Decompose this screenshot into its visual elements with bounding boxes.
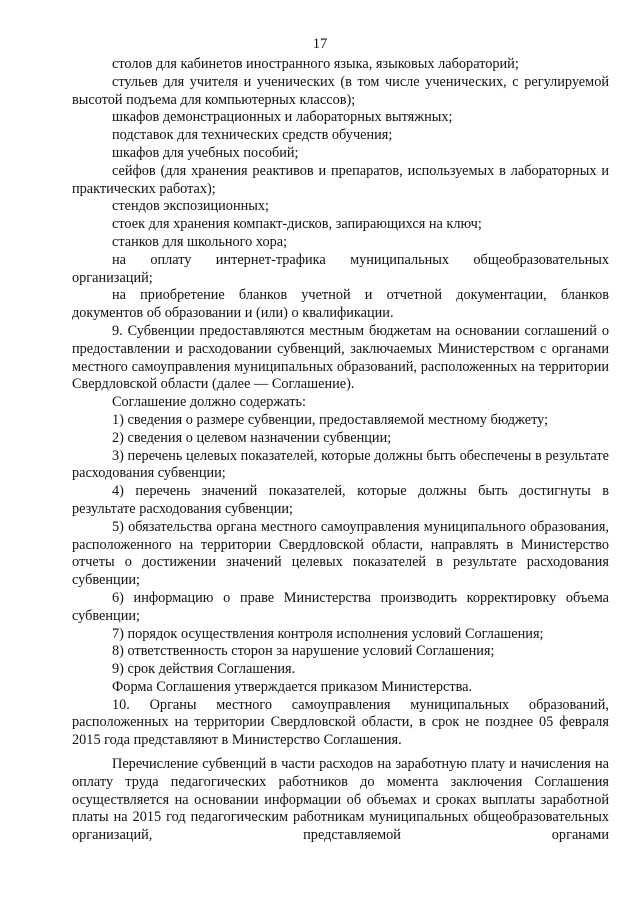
paragraph: сейфов (для хранения реактивов и препаратов, используемых в лабораторных и практических работах); (72, 162, 609, 197)
paragraph: 1) сведения о размере субвенции, предоставляемой местному бюджету; (112, 411, 549, 428)
paragraph: 2) сведения о целевом назначении субвенции; (112, 429, 392, 446)
paragraph: Форма Соглашения утверждается приказом Министерства. (112, 678, 473, 695)
paragraph: Перечисление субвенций в части расходов на заработную плату и начисления на оплату труда педагогических работников до момента заключения Соглашения осуществляется на основании информации об объемах и сроках выплаты заработной платы на 2015 год педагогическим работникам муниципальных общеобразовательных организаций, представляемой органами (72, 756, 609, 844)
paragraph: 9) срок действия Соглашения. (112, 661, 296, 678)
paragraph: станков для школьного хора; (112, 233, 288, 250)
paragraph: 4) перечень значений показателей, которые должны быть достигнуты в результате расходования субвенции; (72, 483, 609, 517)
paragraph: 3) перечень целевых показателей, которые должны быть обеспечены в результате расходования субвенции; (72, 447, 609, 482)
paragraph: 9. Субвенции предоставляются местным бюджетам на основании соглашений о предоставлении и расходовании субвенций, заключаемых Министерством с органами местного самоуправления муниципальных образований, расположенных на территории Свердловской области (далее — Соглашение). (72, 322, 609, 393)
paragraph: подставок для технических средств обучения; (112, 127, 393, 144)
paragraph: шкафов демонстрационных и лабораторных вытяжных; (112, 109, 453, 126)
paragraph: на оплату интернет-трафика муниципальных общеобразовательных организаций; (72, 251, 609, 286)
paragraph: стендов экспозиционных; (112, 198, 269, 215)
paragraph: 10. Органы местного самоуправления муниципальных образований, расположенных на территории Свердловской области, в срок не позднее 05 февраля 2015 года представляют в Министерство Соглашения. (72, 696, 609, 749)
paragraph: 8) ответственность сторон за нарушение условий Соглашения; (112, 643, 495, 660)
paragraph: 5) обязательства органа местного самоуправления муниципального образования, расположенного на территории Свердловской области, направлять в Министерство отчеты о достижении значений целевых показателей в результате расходования субвенции; (72, 518, 609, 589)
page-number: 17 (312, 36, 328, 52)
paragraph: 7) порядок осуществления контроля исполнения условий Соглашения; (112, 625, 544, 642)
paragraph: Соглашение должно содержать: (112, 394, 306, 411)
paragraph: 6) информацию о праве Министерства производить корректировку объема субвенции; (72, 589, 609, 624)
paragraph: на приобретение бланков учетной и отчетной документации, бланков документов об образовании и (или) о квалификации. (72, 287, 609, 322)
page-body (72, 56, 609, 845)
paragraph: стоек для хранения компакт-дисков, запирающихся на ключ; (112, 216, 482, 233)
paragraph: стульев для учителя и ученических (в том числе ученических, с регулируемой высотой подъема для компьютерных классов); (72, 73, 609, 108)
paragraph: столов для кабинетов иностранного языка, языковых лабораторий; (112, 56, 519, 72)
paragraph: шкафов для учебных пособий; (112, 144, 299, 161)
